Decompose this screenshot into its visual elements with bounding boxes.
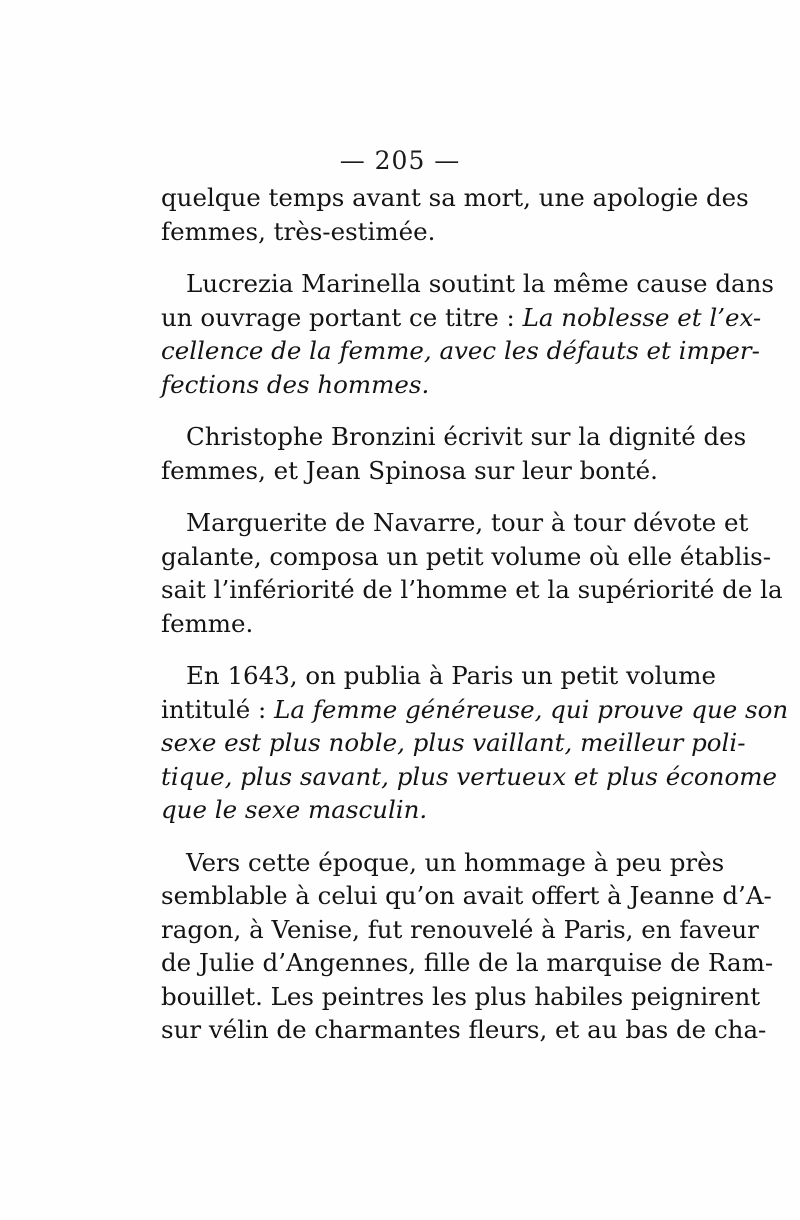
- text-line: de Julie d’Angennes, fille de la marquise de Ram-: [161, 948, 774, 977]
- text-line: sait l’infériorité de l’homme et la supériorité de la: [161, 575, 783, 604]
- text-line: Christophe Bronzini écrivit sur la dignité des: [186, 422, 747, 451]
- text-line: quelque temps avant sa mort, une apologie des: [161, 183, 749, 212]
- paragraph: [161, 267, 774, 401]
- text-line: [161, 368, 658, 402]
- text-line: Lucrezia Marinella soutint la même cause dans: [186, 269, 774, 298]
- text-line: semblable à celui qu’on avait offert à Jeanne d’A-: [161, 881, 772, 910]
- book-title: La noblesse et l’ex-: [522, 302, 762, 332]
- text-line: femmes, très-estimée.: [161, 216, 436, 246]
- text-line: [161, 793, 658, 827]
- book-title: cellence de la femme, avec les défauts et imper-: [161, 336, 760, 365]
- paragraph: [161, 506, 783, 640]
- paragraph: [161, 659, 789, 827]
- text-line: [161, 760, 777, 794]
- paragraph: [161, 420, 747, 487]
- text-line: [161, 334, 760, 368]
- text-line: sur vélin de charmantes fleurs, et au bas de cha-: [161, 1015, 767, 1044]
- text-line: un ouvrage portant ce titre : La noblesse et l’ex-: [161, 302, 762, 332]
- text-line: intitulé : La femme généreuse, qui prouve que son: [161, 694, 789, 724]
- paragraph: [161, 846, 774, 1047]
- book-title: La femme généreuse, qui prouve que son: [274, 694, 789, 724]
- text-line: ragon, à Venise, fut renouvelé à Paris, en faveur: [161, 914, 759, 944]
- book-title: tique, plus savant, plus vertueux et plus économe: [161, 761, 777, 791]
- body-text: [161, 181, 789, 1047]
- book-title: que le sexe masculin.: [161, 795, 428, 824]
- text-line: galante, composa un petit volume où elle établis-: [161, 541, 772, 571]
- book-title: fections des hommes.: [161, 369, 430, 399]
- text-line: bouillet. Les peintres les plus habiles peignirent: [161, 981, 761, 1011]
- text-line: Marguerite de Navarre, tour à tour dévote et: [186, 508, 749, 537]
- text-line: [161, 726, 746, 760]
- book-title: sexe est plus noble, plus vaillant, meilleur poli-: [161, 728, 746, 757]
- text-line: En 1643, on publia à Paris un petit volume: [186, 661, 716, 690]
- text-line: femmes, et Jean Spinosa sur leur bonté.: [161, 455, 658, 485]
- paragraph: [161, 181, 749, 248]
- page-number: — 205 —: [339, 146, 461, 175]
- text-line: Vers cette époque, un hommage à peu près: [186, 847, 725, 877]
- text-line: femme.: [161, 608, 254, 638]
